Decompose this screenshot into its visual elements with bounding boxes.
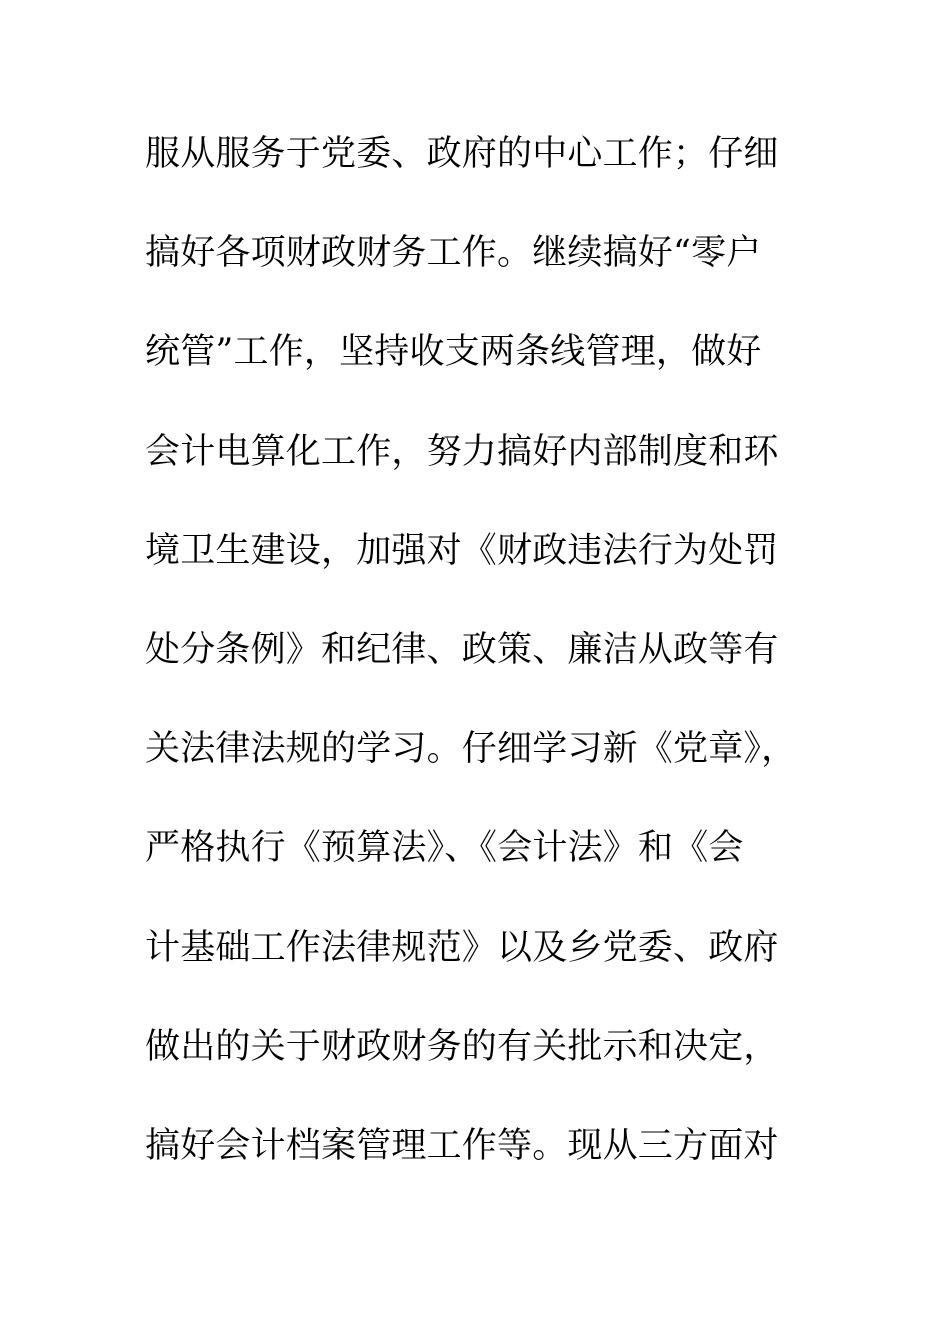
text-line: 严格执行《预算法》、《会计法》和《会: [145, 828, 744, 869]
text-line: 会计电算化工作，努力搞好内部制度和环: [145, 431, 779, 472]
text-line: 服从服务于党委、政府的中心工作；仔细: [145, 134, 779, 174]
text-line: 处分条例》和纪律、政策、廉洁从政等有: [145, 629, 779, 670]
text-line: 境卫生建设，加强对《财政违法行为处罚: [145, 530, 779, 571]
text-line: 计基础工作法律规范》以及乡党委、政府: [145, 927, 779, 968]
text-line: 做出的关于财政财务的有关批示和决定，: [145, 1026, 779, 1067]
text-line: 搞好各项财政财务工作。继续搞好“零户: [145, 233, 762, 274]
text-line: 搞好会计档案管理工作等。现从三方面对: [145, 1125, 779, 1166]
body-paragraph: [145, 128, 825, 1219]
text-line: 关法律法规的学习。仔细学习新《党章》，: [145, 729, 797, 770]
text-line: 统管”工作，坚持收支两条线管理，做好: [145, 332, 762, 373]
